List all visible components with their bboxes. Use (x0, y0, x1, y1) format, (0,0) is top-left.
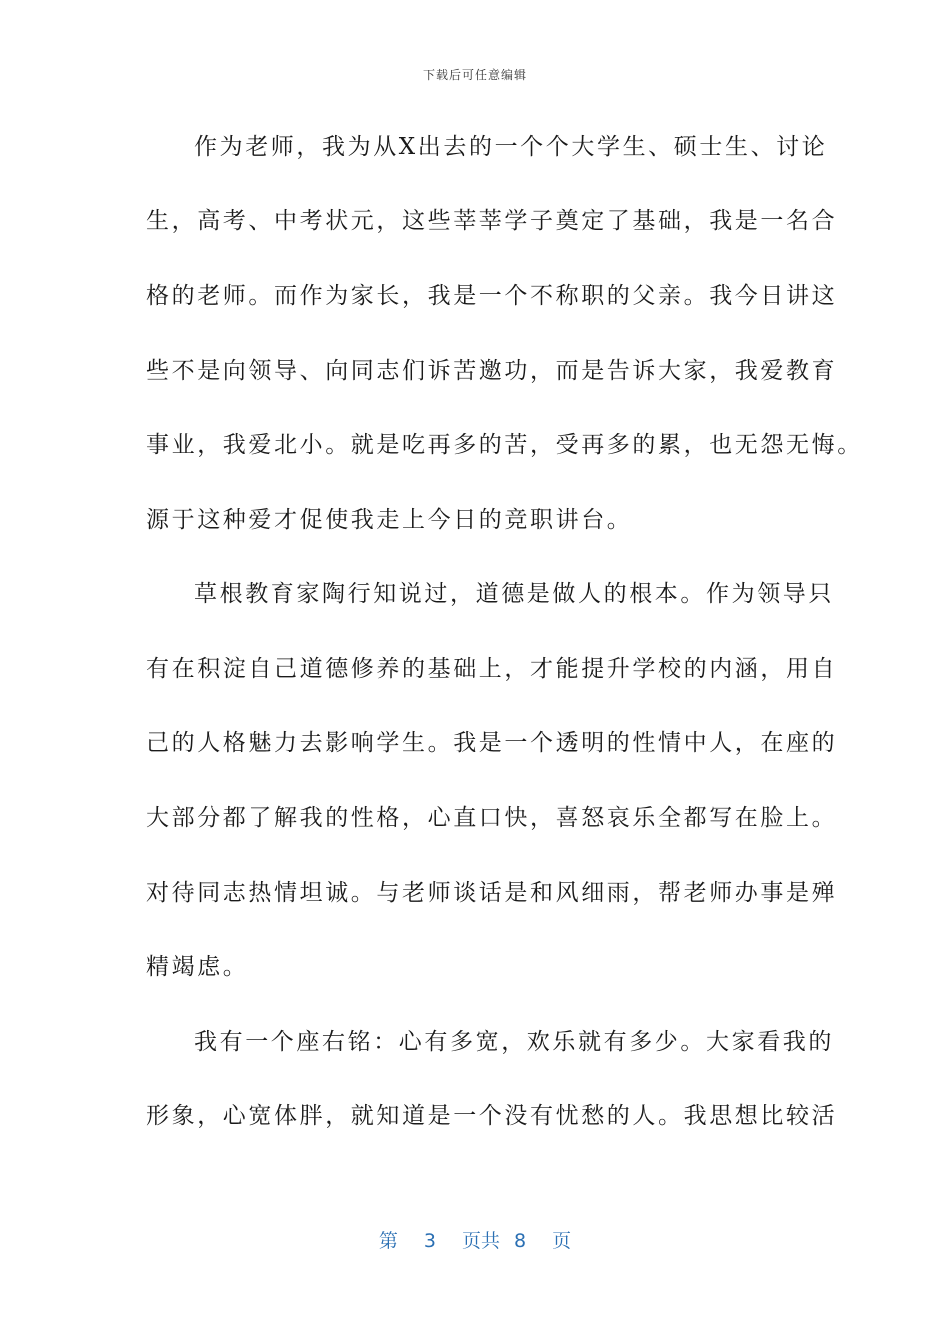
paragraph-1-line-6: 源于这种爱才促使我走上今日的竞职讲台。 (146, 507, 633, 533)
page-label-suffix: 页 (552, 1230, 572, 1252)
paragraph-3-line-2: 形象，心宽体胖，就知道是一个没有忧愁的人。我思想比较活 (146, 1103, 838, 1129)
paragraph-2-line-3: 己的人格魅力去影响学生。我是一个透明的性情中人，在座的 (146, 730, 838, 756)
paragraph-1-line-2: 生，高考、中考状元，这些莘莘学子奠定了基础，我是一名合 (146, 208, 838, 234)
paragraph-1-line-1: 作为老师，我为从X出去的一个个大学生、硕士生、讨论 (194, 134, 828, 160)
paragraph-1-line-3: 格的老师。而作为家长，我是一个不称职的父亲。我今日讲这 (146, 283, 838, 309)
paragraph-2-line-5: 对待同志热情坦诚。与老师谈话是和风细雨，帮老师办事是殚 (146, 880, 838, 906)
paragraph-2-line-1: 草根教育家陶行知说过，道德是做人的根本。作为领导只 (194, 581, 834, 607)
page-header: 下载后可任意编辑 (422, 68, 527, 82)
paragraph-2-line-6: 精竭虑。 (146, 954, 249, 980)
paragraph-3-line-1: 我有一个座右铭：心有多宽，欢乐就有多少。大家看我的 (194, 1029, 834, 1055)
paragraph-1-line-4: 些不是向领导、向同志们诉苦邀功，而是告诉大家，我爱教育 (146, 358, 838, 384)
page-label-mid: 页共 (461, 1230, 500, 1252)
page-label-prefix: 第 (378, 1230, 398, 1252)
current-page-number: 3 (423, 1230, 436, 1252)
paragraph-1-line-5: 事业，我爱北小。就是吃再多的苦，受再多的累，也无怨无悔。 (146, 432, 863, 458)
page-footer (0, 1226, 950, 1253)
paragraph-2-line-2: 有在积淀自己道德修养的基础上，才能提升学校的内涵，用自 (146, 656, 838, 682)
paragraph-2-line-4: 大部分都了解我的性格，心直口快，喜怒哀乐全都写在脸上。 (146, 805, 838, 831)
total-pages-number: 8 (514, 1230, 527, 1252)
